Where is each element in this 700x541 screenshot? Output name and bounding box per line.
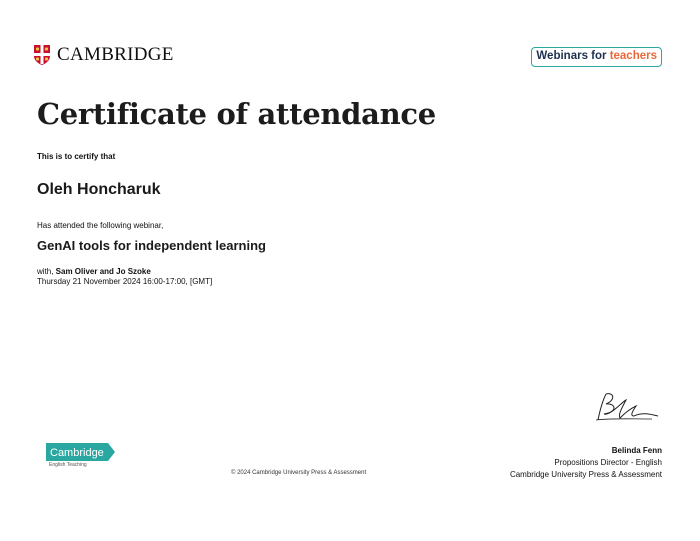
signer-title: Propositions Director - English — [554, 458, 662, 467]
signer-name: Belinda Fenn — [611, 446, 662, 455]
badge-text-part1: Webinars for — [536, 50, 610, 62]
webinars-for-teachers-badge — [531, 47, 662, 67]
cambridge-wordmark: CAMBRIDGE — [57, 44, 174, 65]
badge-text-part2: teachers — [609, 50, 657, 62]
signer-block — [510, 445, 662, 481]
certificate-title: Certificate of attendance — [37, 97, 436, 131]
cambridge-shield-icon — [33, 44, 51, 66]
cet-logo-word: Cambridge — [50, 447, 104, 459]
cambridge-english-teaching-logo — [46, 443, 116, 461]
recipient-name: Oleh Honcharuk — [37, 181, 161, 198]
certify-line: This is to certify that — [37, 152, 116, 161]
webinar-title: GenAI tools for independent learning — [37, 238, 266, 253]
presenters-line — [37, 267, 151, 276]
attended-line: Has attended the following webinar, — [37, 221, 164, 230]
signer-organisation: Cambridge University Press & Assessment — [509, 470, 662, 479]
signature-image — [592, 388, 662, 426]
cambridge-logo — [33, 44, 174, 66]
webinar-datetime: Thursday 21 November 2024 16:00-17:00, [GMT] — [37, 277, 213, 286]
presenter-names: Sam Oliver and Jo Szoke — [55, 267, 151, 276]
cet-logo-subtext: English Teaching — [49, 462, 87, 468]
copyright-notice: © 2024 Cambridge University Press & Assessment — [231, 470, 367, 476]
with-prefix: with, — [37, 267, 56, 276]
